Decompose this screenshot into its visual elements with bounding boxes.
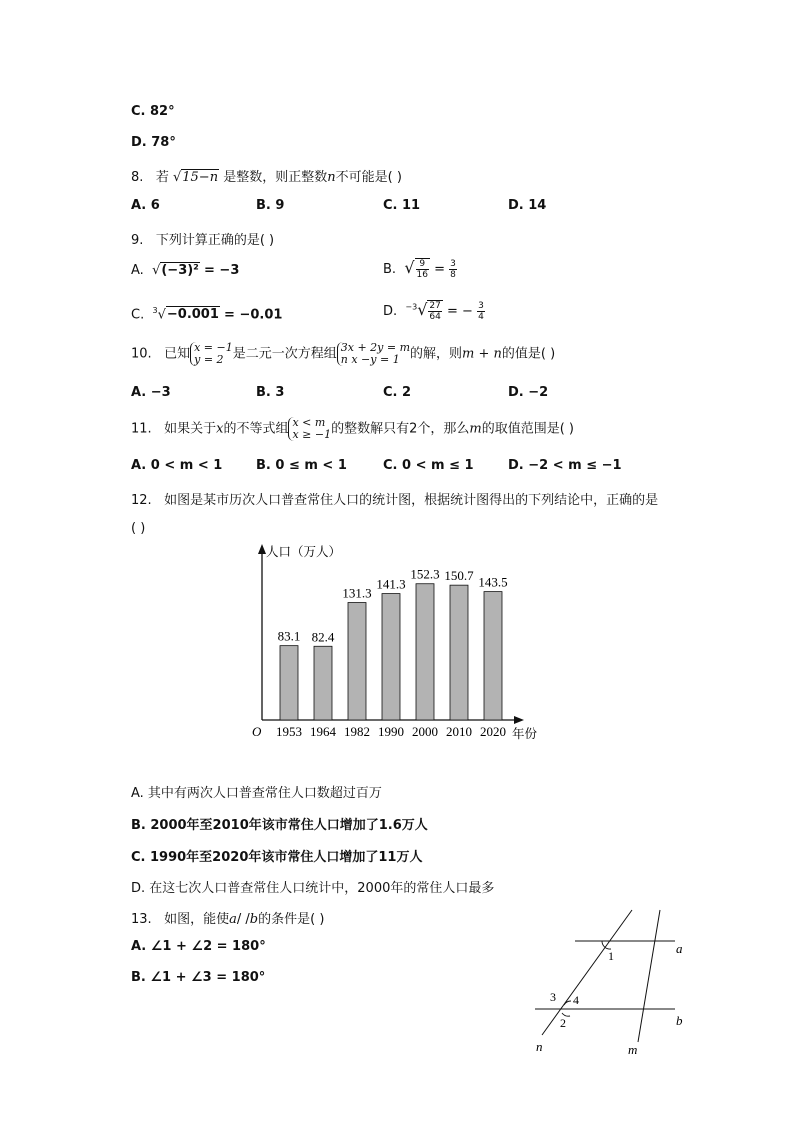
q10-option-b: B. 3	[256, 385, 285, 400]
q9-number: 9.	[131, 233, 144, 248]
q9-stem	[131, 229, 274, 248]
q9-a-rhs: = −3	[204, 263, 240, 278]
q8-mid: 是整数，则正整数	[223, 170, 328, 185]
q12-paren: ( )	[131, 521, 146, 536]
q10-post: 的解，则	[410, 346, 463, 362]
q9-b-eq: =	[434, 262, 446, 277]
q10-expr: m + n	[462, 346, 502, 362]
x-axis-arrow	[514, 716, 524, 724]
q12-option-c: C. 1990年至2020年该市常住人口增加了11万人	[131, 850, 423, 865]
q9-c-index: 3	[152, 306, 158, 315]
bar-1964	[314, 646, 332, 720]
q9-b-fraction: $\frac{9}{16}$	[416, 259, 428, 280]
sqrt-sign: √	[404, 258, 415, 277]
q7-option-d: D. 78°	[131, 135, 176, 150]
angle-label-4: 4	[573, 993, 579, 1007]
q11-system: x < m x ≥ −1	[288, 417, 331, 441]
value-label-1953: 83.1	[277, 628, 301, 644]
sqrt-sign: √	[157, 307, 166, 323]
parallel-lines-figure	[530, 905, 700, 1060]
q9-d-eq: = −	[447, 304, 473, 319]
value-label-2020: 143.5	[478, 574, 508, 590]
q9-d-result: $\frac{3}{4}$	[478, 301, 484, 322]
q10-mid: 是二元一次方程组	[232, 346, 337, 362]
q12-stem	[131, 489, 658, 508]
q9-b-result: $\frac{3}{8}$	[450, 259, 456, 280]
q9-option-b	[383, 258, 457, 280]
q8-stem	[131, 166, 402, 185]
q11-var: x	[216, 421, 224, 437]
q8-pre: 若	[155, 170, 169, 185]
sqrt-sign: √	[152, 263, 161, 278]
tick-label-1964: 1964	[310, 724, 336, 739]
q12-option-d: D. 在这七次人口普查常住人口统计中，2000年的常住人口最多	[131, 881, 495, 896]
y-axis-arrow	[258, 544, 266, 554]
q12-option-a: A. 其中有两次人口普查常住人口数超过百万	[131, 786, 382, 801]
q9-text: 下列计算正确的是( )	[155, 233, 275, 248]
q8-option-d: D. 14	[508, 198, 547, 213]
origin-label: O	[252, 724, 262, 739]
bar-2010	[450, 585, 468, 720]
bar-1982	[348, 603, 366, 720]
line-label-m: m	[628, 1042, 638, 1057]
q9-a-expr: (−3)²	[161, 263, 199, 278]
q9-option-d	[383, 300, 485, 322]
y-axis-label: 人口（万人）	[266, 545, 342, 559]
angle-label-1: 1	[608, 949, 614, 963]
bar-2020	[484, 592, 502, 720]
q13-stem	[131, 908, 324, 927]
q9-c-label: C.	[131, 307, 145, 323]
q11-number: 11.	[131, 421, 152, 437]
q10-option-c: C. 2	[383, 385, 412, 400]
value-label-1964: 82.4	[311, 629, 335, 645]
q11-option-c: C. 0 < m ≤ 1	[383, 458, 474, 473]
q9-option-c	[131, 306, 282, 322]
q10-number: 10.	[131, 346, 152, 362]
q10-pre: 已知	[164, 346, 191, 362]
value-label-2010: 150.7	[444, 568, 474, 584]
q9-d-fraction: $\frac{27}{64}$	[429, 301, 441, 322]
q11-pre: 如果关于	[164, 421, 217, 437]
bar-1953	[280, 646, 298, 720]
q12-number: 12.	[131, 493, 152, 508]
q8-option-b: B. 9	[256, 198, 285, 213]
line-label-b: b	[676, 1013, 683, 1028]
tick-label-1990: 1990	[378, 724, 404, 739]
q13-post: 的条件是( )	[258, 912, 325, 927]
q10-system-1: x = −1 y = 2	[190, 342, 233, 366]
q13-parallel: / /	[236, 912, 250, 927]
line-label-n: n	[536, 1039, 543, 1054]
value-label-1982: 131.3	[342, 585, 372, 601]
q11-option-d: D. −2 < m ≤ −1	[508, 458, 622, 473]
q8-post: 不可能是( )	[335, 170, 402, 185]
q9-d-index: −3	[405, 302, 418, 312]
q9-b-label: B.	[383, 262, 397, 277]
q13-number: 13.	[131, 912, 152, 927]
q13-b: b	[249, 912, 259, 927]
tick-label-2010: 2010	[446, 724, 472, 739]
q11-var2: m	[469, 421, 482, 437]
q13-option-a: A. ∠1 + ∠2 = 180°	[131, 939, 266, 954]
q10-end: 的值是( )	[501, 346, 556, 362]
q9-d-label: D.	[383, 304, 398, 319]
sqrt-sign: √	[172, 170, 182, 185]
q9-a-label: A.	[131, 263, 144, 278]
line-n	[542, 910, 632, 1035]
q8-radicand: 15−n	[182, 170, 219, 185]
population-bar-chart	[240, 540, 550, 745]
q11-mid: 的不等式组	[223, 421, 289, 437]
q13-pre: 如图，能使	[164, 912, 230, 927]
q13-option-b: B. ∠1 + ∠3 = 180°	[131, 970, 266, 985]
q11-end: 的取值范围是( )	[481, 421, 574, 437]
q10-option-d: D. −2	[508, 385, 549, 400]
line-label-a: a	[676, 941, 683, 956]
value-label-2000: 152.3	[410, 566, 440, 582]
tick-label-2020: 2020	[480, 724, 506, 739]
tick-label-1982: 1982	[344, 724, 370, 739]
q13-a: a	[229, 912, 237, 927]
q10-option-a: A. −3	[131, 385, 171, 400]
angle-label-3: 3	[550, 990, 556, 1004]
bar-1990	[382, 594, 400, 720]
q11-option-b: B. 0 ≤ m < 1	[256, 458, 347, 473]
q11-stem	[131, 417, 574, 441]
tick-label-2000: 2000	[412, 724, 438, 739]
q8-option-a: A. 6	[131, 198, 160, 213]
line-m	[638, 910, 660, 1042]
angle-label-2: 2	[560, 1016, 566, 1030]
q8-number: 8.	[131, 170, 144, 185]
q7-option-c: C. 82°	[131, 104, 175, 119]
q8-var: n	[327, 170, 336, 185]
q10-stem	[131, 342, 555, 366]
q11-post: 的整数解只有2个，那么	[331, 421, 470, 437]
q9-c-rhs: = −0.01	[224, 307, 283, 323]
q9-option-a	[131, 262, 239, 278]
q10-system-2: 3x + 2y = m n x −y = 1	[337, 342, 410, 366]
tick-label-1953: 1953	[276, 724, 302, 739]
bar-2000	[416, 584, 434, 720]
q12-option-b: B. 2000年至2010年该市常住人口增加了1.6万人	[131, 818, 428, 833]
q11-option-a: A. 0 < m < 1	[131, 458, 223, 473]
q12-text: 如图是某市历次人口普查常住人口的统计图，根据统计图得出的下列结论中，正确的是	[164, 493, 659, 508]
sqrt-sign: √	[417, 300, 428, 319]
x-axis-label: 年份	[512, 727, 538, 741]
value-label-1990: 141.3	[376, 576, 406, 592]
q8-option-c: C. 11	[383, 198, 421, 213]
q9-c-expr: −0.001	[166, 307, 219, 323]
